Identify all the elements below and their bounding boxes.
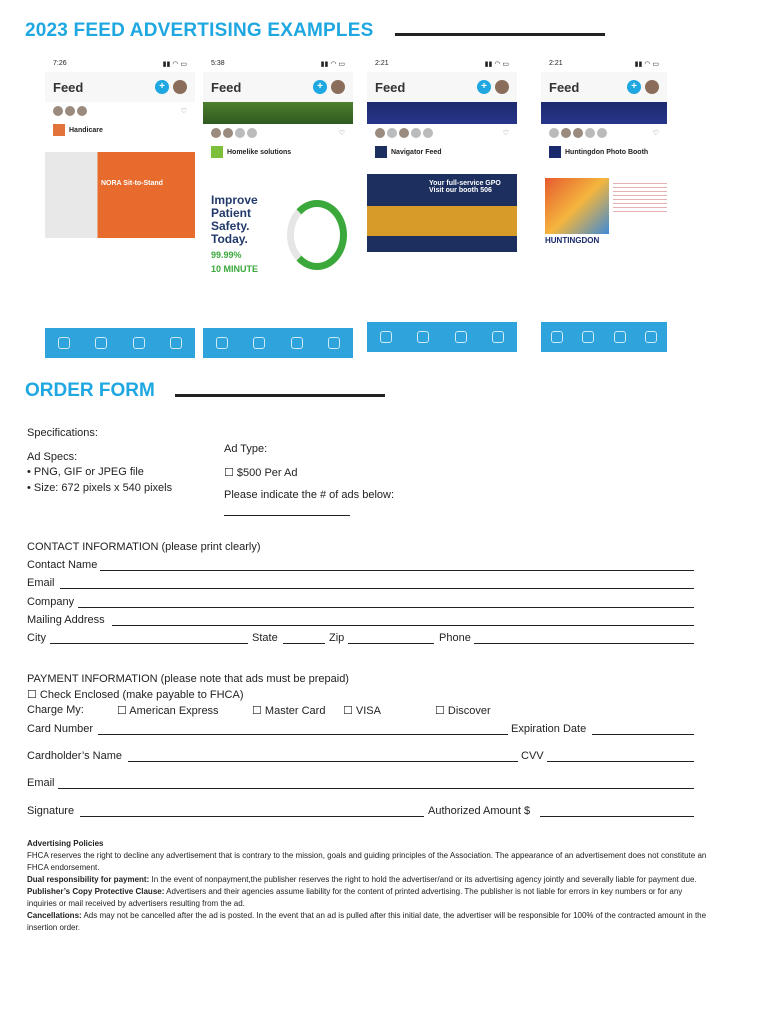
expiration-field[interactable]: [592, 734, 694, 735]
city-field[interactable]: [50, 643, 248, 644]
heart-icon: ♡: [338, 130, 345, 137]
policy-payment: Dual responsibility for payment: In the event of nonpayment,the publisher reserves the right to hold the advertiser/and or its advertising agency jointly and severally liable for payment due.: [27, 875, 697, 884]
poster-name: Huntingdon Photo Booth: [565, 148, 649, 156]
ad-image: [367, 174, 517, 252]
authorized-amount-field[interactable]: [540, 816, 694, 817]
signal-icon: ▮▮ ◠ ▭: [162, 61, 187, 68]
payment-heading: PAYMENT INFORMATION (please note that ads must be prepaid): [27, 673, 349, 685]
heart-icon: ♡: [180, 108, 187, 115]
poster-logo: [375, 146, 387, 158]
ad-stat: 99.99%: [211, 250, 242, 260]
ad-image: [541, 174, 667, 252]
avatar: [495, 80, 509, 94]
feed-title: Feed: [211, 79, 242, 95]
bottom-nav: [367, 322, 517, 352]
status-time: 5:38: [211, 60, 225, 67]
ad-image: [45, 152, 195, 238]
add-post-icon: +: [627, 80, 641, 94]
ad-headline: HUNTINGDON: [545, 236, 600, 245]
order-form-rule: [175, 394, 385, 397]
phone-example-3: [367, 58, 517, 358]
amex-checkbox[interactable]: ☐ American Express: [117, 705, 219, 717]
ad-image: [203, 164, 353, 272]
phone-example-4: [541, 58, 667, 358]
expiration-label: Expiration Date: [511, 723, 587, 735]
add-post-icon: +: [313, 80, 327, 94]
cvv-field[interactable]: [547, 761, 694, 762]
feed-title: Feed: [375, 79, 406, 95]
authorized-amount-label: Authorized Amount $: [428, 805, 531, 817]
ad-headline: Improve Patient Safety. Today.: [211, 193, 258, 246]
poster-name: Handicare: [69, 126, 103, 134]
ad-type-label: Ad Type:: [224, 443, 268, 455]
company-field[interactable]: [78, 607, 694, 608]
state-field[interactable]: [283, 643, 325, 644]
contact-heading: CONTACT INFORMATION (please print clearly): [27, 541, 261, 553]
contact-name-field[interactable]: [100, 570, 694, 571]
policy-copy: Publisher’s Copy Protective Clause: Advertisers and their agencies assume liability for the content of printed advertising. The publisher is not liable for errors in key numbers or for any inquiries or mail received by advertisers resulting from the ad.: [27, 887, 683, 908]
phone-label: Phone: [439, 632, 471, 644]
specifications-label: Specifications:: [27, 427, 98, 439]
ad-stat-2: 10 MINUTE: [211, 264, 259, 274]
status-time: 2:21: [549, 60, 563, 67]
status-time: 2:21: [375, 60, 389, 67]
zip-label: Zip: [329, 632, 345, 644]
check-enclosed-checkbox[interactable]: ☐ Check Enclosed (make payable to FHCA): [27, 689, 244, 701]
policies-title: Advertising Policies: [27, 839, 104, 848]
state-label: State: [252, 632, 278, 644]
ad-count-field[interactable]: [224, 515, 350, 516]
ad-headline: NORA Sit-to-Stand: [101, 180, 163, 187]
heart-icon: ♡: [502, 130, 509, 137]
signal-icon: ▮▮ ◠ ▭: [634, 61, 659, 68]
status-time: 7:26: [53, 60, 67, 67]
ad-specs-label: Ad Specs:: [27, 451, 78, 463]
policy-cancellations: Cancellations: Ads may not be cancelled after the ad is posted. In the event that an ad is pulled after this initial date, the advertiser will be responsible for 100% of the contracted amount in the insertion order.: [27, 911, 707, 932]
add-post-icon: +: [155, 80, 169, 94]
feed-title: Feed: [53, 79, 84, 95]
bottom-nav: [45, 328, 195, 358]
avatar: [645, 80, 659, 94]
policy-decline: FHCA reserves the right to decline any advertisement that is contrary to the mission, goals and guiding principles of the Association. The appearance of an advertisement does not constitute an FHCA endorsement.: [27, 851, 707, 872]
contact-email-label: Email: [27, 577, 55, 589]
advertising-policies: [27, 838, 707, 934]
visa-checkbox[interactable]: ☐ VISA: [343, 705, 381, 717]
signal-icon: ▮▮ ◠ ▭: [320, 61, 345, 68]
signal-icon: ▮▮ ◠ ▭: [484, 61, 509, 68]
mailing-address-label: Mailing Address: [27, 614, 105, 626]
spec-size: • Size: 672 pixels x 540 pixels: [27, 482, 173, 494]
zip-field[interactable]: [348, 643, 434, 644]
phone-field[interactable]: [474, 643, 694, 644]
add-post-icon: +: [477, 80, 491, 94]
heart-icon: ♡: [652, 130, 659, 137]
poster-name: Homelike solutions: [227, 148, 292, 156]
discover-checkbox[interactable]: ☐ Discover: [435, 705, 491, 717]
poster-logo: [549, 146, 561, 158]
poster-name: Navigator Feed: [391, 148, 442, 156]
phone-example-2: [203, 58, 353, 358]
company-label: Company: [27, 596, 75, 608]
phone-example-1: [45, 58, 195, 358]
mastercard-checkbox[interactable]: ☐ Master Card: [252, 705, 326, 717]
ad-count-prompt: Please indicate the # of ads below:: [224, 489, 395, 501]
card-number-label: Card Number: [27, 723, 94, 735]
cardholder-field[interactable]: [128, 761, 518, 762]
card-number-field[interactable]: [98, 734, 508, 735]
mailing-address-field[interactable]: [112, 625, 694, 626]
ad-headline: Your full-service GPO Visit our booth 506: [429, 180, 501, 194]
bottom-nav: [541, 322, 667, 352]
poster-logo: [53, 124, 65, 136]
signature-label: Signature: [27, 805, 75, 817]
cardholder-label: Cardholder’s Name: [27, 750, 122, 762]
signature-field[interactable]: [80, 816, 424, 817]
avatar: [173, 80, 187, 94]
feed-title: Feed: [549, 79, 580, 95]
spec-format: • PNG, GIF or JPEG file: [27, 466, 144, 478]
cvv-label: CVV: [521, 750, 544, 762]
contact-email-field[interactable]: [60, 588, 694, 589]
order-form-title: ORDER FORM: [25, 380, 155, 401]
avatar: [331, 80, 345, 94]
page-title: 2023 FEED ADVERTISING EXAMPLES: [25, 20, 374, 41]
bottom-nav: [203, 328, 353, 358]
price-checkbox[interactable]: ☐ $500 Per Ad: [224, 467, 298, 479]
poster-logo: [211, 146, 223, 158]
payment-email-label: Email: [27, 777, 55, 789]
payment-email-field[interactable]: [58, 788, 694, 789]
contact-name-label: Contact Name: [27, 559, 98, 571]
charge-my-label: Charge My:: [27, 704, 84, 716]
title-rule: [395, 33, 605, 36]
city-label: City: [27, 632, 46, 644]
